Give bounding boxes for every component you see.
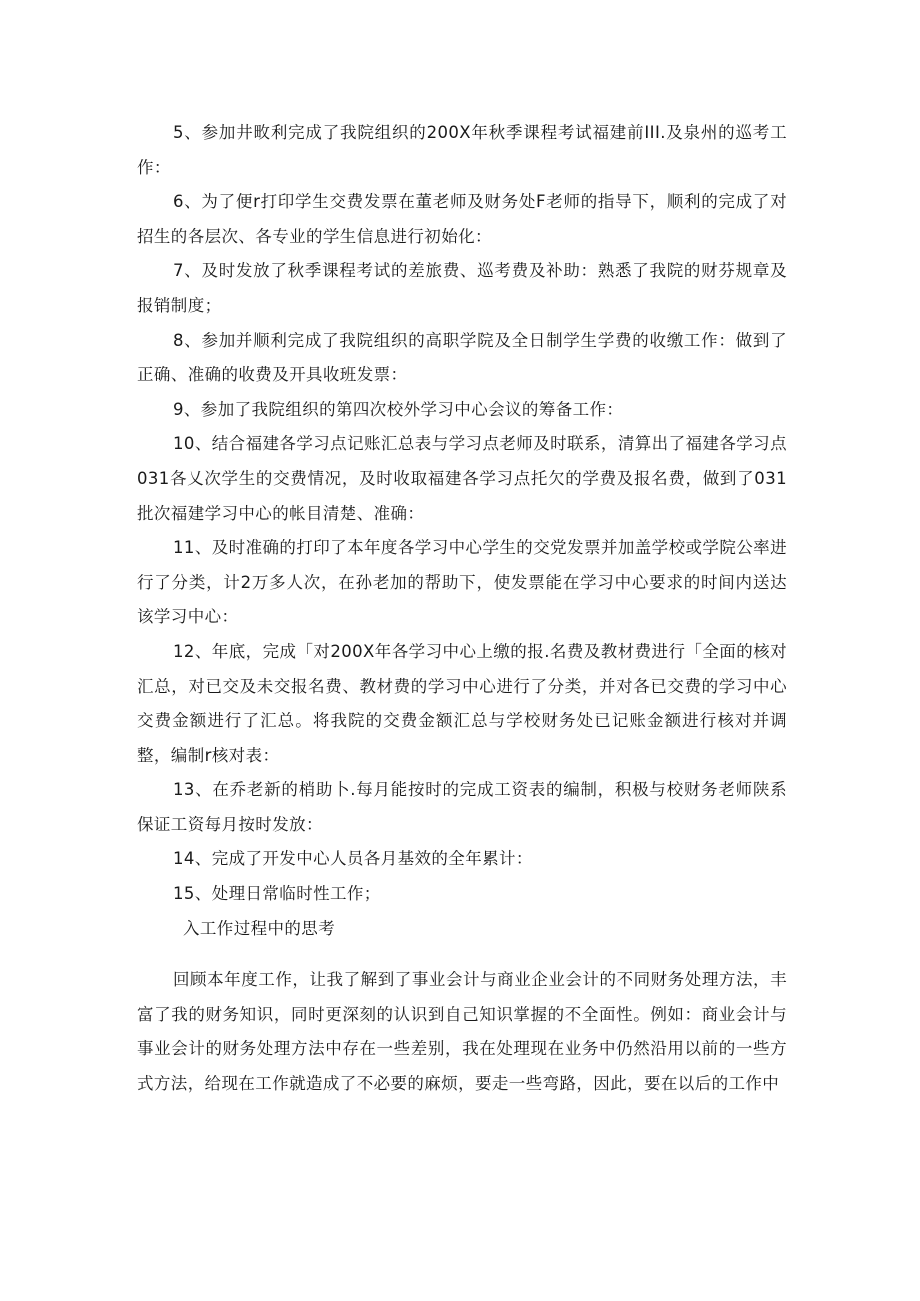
- paragraph-item-14: 14、完成了开发中心人员各月基效的全年累计：: [173, 849, 533, 869]
- section-heading: 入工作过程中的思考: [183, 918, 336, 938]
- document-body: [137, 116, 787, 1102]
- paragraph-item-8: 8、参加并顺利完成了我院组织的高职学院及全日制学生学费的收缴工作：做到了正确、准确的收费及开具收班发票：: [137, 330, 787, 385]
- paragraph-item-6: 6、为了便r打印学生交费发票在董老师及财务处F老师的指导下，顺利的完成了对招生的各层次、各专业的学生信息进行初始化：: [137, 192, 787, 246]
- closing-paragraph: 回顾本年度工作，让我了解到了事业会计与商业企业会计的不同财务处理方法，丰富了我的财务知识，同时更深刻的认识到自己知识掌握的不全面性。例如：商业会计与事业会计的财务处理方法中存在一些差别，我在处理现在业务中仍然沿用以前的一些方式方法，给现在工作就造成了不必要的麻烦，要走一些弯路，因此，要在以后的工作中: [137, 970, 787, 1094]
- paragraph-item-9: 9、参加了我院组织的第四次校外学习中心会议的筹备工作：: [173, 399, 624, 419]
- paragraph-item-10: 10、结合福建各学习点记账汇总表与学习点老师及时联系，清算出了福建各学习点031各乂次学生的交费情况，及时收取福建各学习点托欠的学费及报名费，做到了031批次福建学习中心的帐目清楚、准确：: [137, 434, 787, 523]
- paragraph-item-7: 7、及时发放了秋季课程考试的差旅费、巡考费及补助：熟悉了我院的财芬规章及报销制度；: [137, 261, 787, 315]
- paragraph-item-12: 12、年底，完成「对200X年各学习中心上缴的报.名费及教材费进行「全面的核对汇总，对已交及未交报名费、教材费的学习中心进行了分类，并对各已交费的学习中心交费金额进行了汇总。将我院的交费金额汇总与学校财务处已记账金额进行核对并调整，编制r核对表：: [137, 641, 787, 765]
- paragraph-item-13: 13、在乔老新的梢助卜.每月能按时的完成工资表的编制，积极与校财务老师陕系保证工资每月按时发放：: [137, 780, 787, 834]
- paragraph-item-5: 5、参加井畋利完成了我院组织的200X年秋季课程考试福建前III.及泉州的巡考工作：: [137, 123, 787, 177]
- paragraph-item-11: 11、及时准确的打印了本年度各学习中心学生的交党发票并加盖学校或学院公率进行了分类，计2万多人次，在孙老加的帮助下，使发票能在学习中心要求的时间内送达该学习中心：: [137, 538, 787, 627]
- paragraph-item-15: 15、处理日常临时性工作；: [173, 884, 381, 904]
